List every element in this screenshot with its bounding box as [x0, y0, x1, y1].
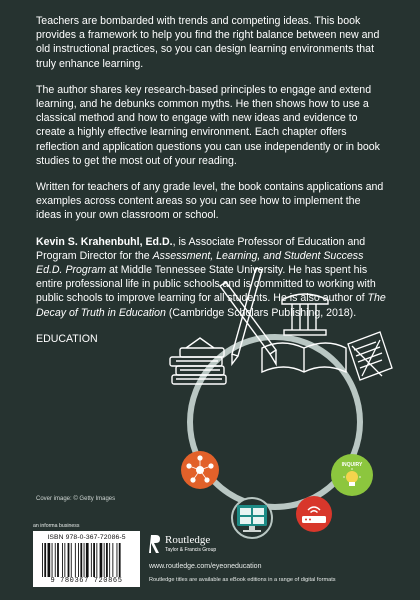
author-name: Kevin S. Krahenbuhl, Ed.D.	[36, 235, 173, 248]
blurb-paragraph-1: Teachers are bombarded with trends and competing ideas. This book provides a framework to help you find the right balance between new and old instructional practices, so you can design learning environments that truly enhance learning.	[36, 15, 380, 70]
books-icon	[170, 338, 226, 384]
category-label: EDUCATION	[36, 332, 98, 345]
inquiry-lightbulb-icon	[331, 454, 373, 496]
blurb-paragraph-3: Written for teachers of any grade level, the book contains applications and examples across content areas so you can see how to implement the ideas in your own classroom or school.	[36, 181, 384, 222]
wifi-router-icon	[296, 496, 332, 532]
video-meeting-icon	[232, 498, 272, 538]
collaboration-icon	[181, 451, 219, 489]
barcode-bars	[42, 543, 134, 577]
note-paper-icon	[348, 332, 392, 380]
routledge-logo-icon	[149, 534, 161, 554]
informa-tagline: an informa business	[33, 523, 80, 529]
isbn-barcode	[33, 531, 140, 587]
blurb-paragraph-2: The author shares key research-based principles to engage and extend learning, and he debunks common myths. He then shows how to use a classical method and how to engage with new ideas and evidence to create a highly effective learning environment. Each chapter offers reflection and application questions you can use independently or in book studies to get the most out of your reading.	[36, 83, 380, 167]
publisher-url[interactable]: www.routledge.com/eyeoneducation	[149, 563, 262, 570]
bio-text-1: , is Associate Professor of Education and Program Director for the	[36, 235, 366, 262]
other-book-title: The Decay of Truth in Education	[36, 292, 386, 319]
ebook-note: Routledge titles are available as eBook editions in a range of digital formats	[149, 577, 336, 583]
inquiry-label: INQUIRY	[341, 462, 363, 468]
bio-text-3: (Cambridge Scholars Publishing, 2018).	[165, 306, 357, 319]
program-name: Assessment, Learning, and Student Success Ed.D. Program	[36, 249, 364, 277]
publisher-subtitle: Taylor & Francis Group	[165, 547, 217, 553]
publisher-name: Routledge	[165, 534, 211, 546]
cover-image-credit: Cover image: © Getty Images	[36, 496, 116, 502]
barcode-number: 9 780367 720865	[50, 577, 123, 585]
bio-text-2: at Middle Tennessee State University. He has spent his entire professional life in public schools and is committed to working with public schools to improve learning for all students. He is also author of	[36, 264, 376, 305]
isbn-label: ISBN 978-0-367-72086-5	[47, 534, 126, 541]
